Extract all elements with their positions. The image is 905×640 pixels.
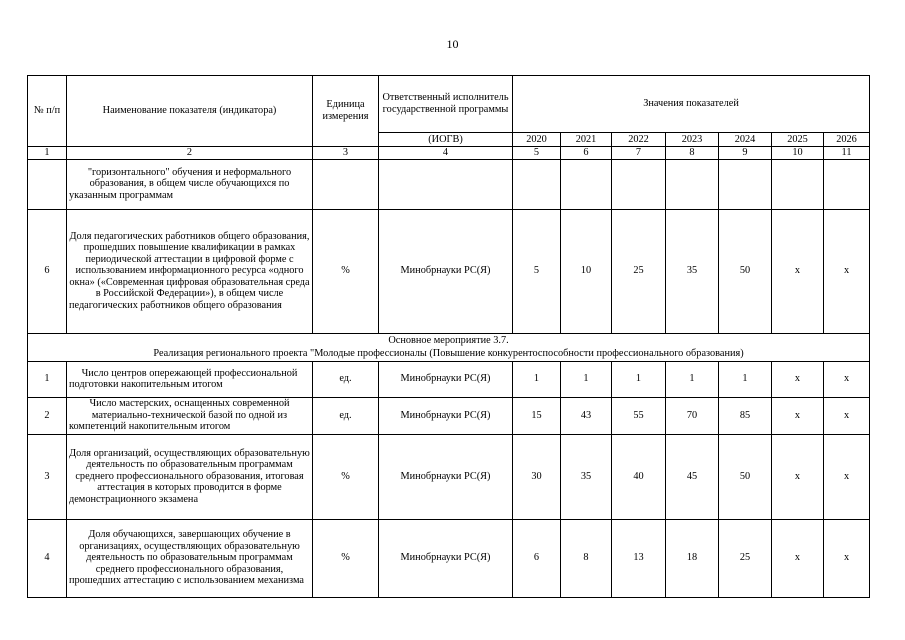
cell-value: 1 bbox=[513, 361, 561, 397]
col-number: 2 bbox=[67, 147, 313, 160]
year-2021: 2021 bbox=[561, 133, 612, 147]
cell-value: 35 bbox=[666, 209, 719, 333]
column-numbers-row bbox=[28, 147, 870, 160]
cell-value: 35 bbox=[561, 434, 612, 519]
year-2022: 2022 bbox=[612, 133, 666, 147]
year-2026: 2026 bbox=[824, 133, 870, 147]
section-title: Основное мероприятие 3.7. bbox=[388, 335, 509, 347]
section-row bbox=[28, 333, 870, 361]
header-row bbox=[28, 76, 870, 133]
cell-responsible: Минобрнауки РС(Я) bbox=[379, 434, 513, 519]
col-number: 11 bbox=[824, 147, 870, 160]
cell-value: 1 bbox=[612, 361, 666, 397]
cell-value: x bbox=[772, 397, 824, 434]
cell-unit bbox=[313, 159, 379, 209]
table-row-continuation bbox=[28, 159, 870, 209]
cell-value bbox=[513, 159, 561, 209]
cell-value: x bbox=[824, 397, 870, 434]
cell-name: Число мастерских, оснащенных современной материально-технической базой по одной из компетенций накопительным итогом bbox=[67, 397, 313, 434]
table-row bbox=[28, 397, 870, 434]
cell-value: x bbox=[772, 361, 824, 397]
table-row bbox=[28, 209, 870, 333]
cell-value: 43 bbox=[561, 397, 612, 434]
cell-num: 6 bbox=[28, 209, 67, 333]
cell-name: Доля обучающихся, завершающих обучение в организациях, осуществляющих образовательную деятельность по образовательным программам среднего профессионального образования, прошедших аттестацию с использованием механизма bbox=[67, 519, 313, 597]
cell-name: Число центров опережающей профессиональной подготовки накопительным итогом bbox=[67, 361, 313, 397]
cell-value: x bbox=[772, 434, 824, 519]
cell-value: 6 bbox=[513, 519, 561, 597]
cell-num bbox=[28, 159, 67, 209]
cell-num: 4 bbox=[28, 519, 67, 597]
cell-value: 10 bbox=[561, 209, 612, 333]
table-row bbox=[28, 361, 870, 397]
year-2023: 2023 bbox=[666, 133, 719, 147]
cell-name: Доля организаций, осуществляющих образовательную деятельность по образовательным программам среднего профессионального образования, итоговая аттестация в которых проводится в форме демонстрационного экзамена bbox=[67, 434, 313, 519]
cell-responsible: Минобрнауки РС(Я) bbox=[379, 361, 513, 397]
cell-value: 50 bbox=[719, 434, 772, 519]
cell-responsible bbox=[379, 159, 513, 209]
year-2025: 2025 bbox=[772, 133, 824, 147]
cell-value: x bbox=[772, 209, 824, 333]
cell-value: 1 bbox=[719, 361, 772, 397]
col-number: 10 bbox=[772, 147, 824, 160]
col-number: 6 bbox=[561, 147, 612, 160]
header-responsible: Ответственный исполнитель государственной программы bbox=[379, 76, 513, 133]
header-unit: Единица измерения bbox=[313, 76, 379, 147]
col-number: 3 bbox=[313, 147, 379, 160]
cell-value bbox=[666, 159, 719, 209]
page-number: 10 bbox=[446, 37, 459, 51]
cell-value: 8 bbox=[561, 519, 612, 597]
cell-unit: % bbox=[313, 209, 379, 333]
cell-value: 30 bbox=[513, 434, 561, 519]
cell-name: Доля педагогических работников общего образования, прошедших повышение квалификации в рамках периодической аттестации в цифровой форме с использованием информационного ресурса «одного окна» («Современная цифровая образовательная среда в Российской Федерации»), в общем числе педагогических работников общего образования bbox=[67, 209, 313, 333]
col-number: 1 bbox=[28, 147, 67, 160]
col-number: 4 bbox=[379, 147, 513, 160]
cell-responsible: Минобрнауки РС(Я) bbox=[379, 209, 513, 333]
cell-value: 25 bbox=[612, 209, 666, 333]
header-num: № п/п bbox=[28, 76, 67, 147]
cell-value bbox=[824, 159, 870, 209]
cell-unit: % bbox=[313, 434, 379, 519]
cell-num: 2 bbox=[28, 397, 67, 434]
header-name: Наименование показателя (индикатора) bbox=[67, 76, 313, 147]
cell-unit: ед. bbox=[313, 397, 379, 434]
cell-value: x bbox=[772, 519, 824, 597]
cell-unit: ед. bbox=[313, 361, 379, 397]
cell-num: 3 bbox=[28, 434, 67, 519]
cell-value: 45 bbox=[666, 434, 719, 519]
section-heading bbox=[28, 333, 870, 361]
cell-value bbox=[612, 159, 666, 209]
cell-unit: % bbox=[313, 519, 379, 597]
cell-value: 85 bbox=[719, 397, 772, 434]
cell-value: 13 bbox=[612, 519, 666, 597]
cell-value bbox=[719, 159, 772, 209]
cell-value: 15 bbox=[513, 397, 561, 434]
cell-value: x bbox=[824, 209, 870, 333]
cell-value: 50 bbox=[719, 209, 772, 333]
cell-value: 18 bbox=[666, 519, 719, 597]
section-subtitle: Реализация регионального проекта "Молодые профессионалы (Повышение конкурентоспособности профессионального образования) bbox=[153, 348, 744, 360]
cell-value: 5 bbox=[513, 209, 561, 333]
cell-value: x bbox=[824, 361, 870, 397]
indicators-table bbox=[27, 75, 870, 598]
header-values: Значения показателей bbox=[513, 76, 870, 133]
col-number: 5 bbox=[513, 147, 561, 160]
col-number: 9 bbox=[719, 147, 772, 160]
cell-value: x bbox=[824, 519, 870, 597]
cell-value bbox=[772, 159, 824, 209]
cell-num: 1 bbox=[28, 361, 67, 397]
table-row bbox=[28, 434, 870, 519]
cell-responsible: Минобрнауки РС(Я) bbox=[379, 397, 513, 434]
cell-value: 1 bbox=[561, 361, 612, 397]
table-row bbox=[28, 519, 870, 597]
header-responsible-abbr: (ИОГВ) bbox=[379, 133, 513, 147]
year-2020: 2020 bbox=[513, 133, 561, 147]
col-number: 7 bbox=[612, 147, 666, 160]
cell-value: 70 bbox=[666, 397, 719, 434]
cell-value: 55 bbox=[612, 397, 666, 434]
cell-value: x bbox=[824, 434, 870, 519]
cell-responsible: Минобрнауки РС(Я) bbox=[379, 519, 513, 597]
cell-value: 1 bbox=[666, 361, 719, 397]
cell-value bbox=[561, 159, 612, 209]
col-number: 8 bbox=[666, 147, 719, 160]
cell-value: 40 bbox=[612, 434, 666, 519]
year-2024: 2024 bbox=[719, 133, 772, 147]
cell-value: 25 bbox=[719, 519, 772, 597]
cell-name: "горизонтального" обучения и неформального образования, в общем числе обучающихся по указанным программам bbox=[67, 159, 313, 209]
